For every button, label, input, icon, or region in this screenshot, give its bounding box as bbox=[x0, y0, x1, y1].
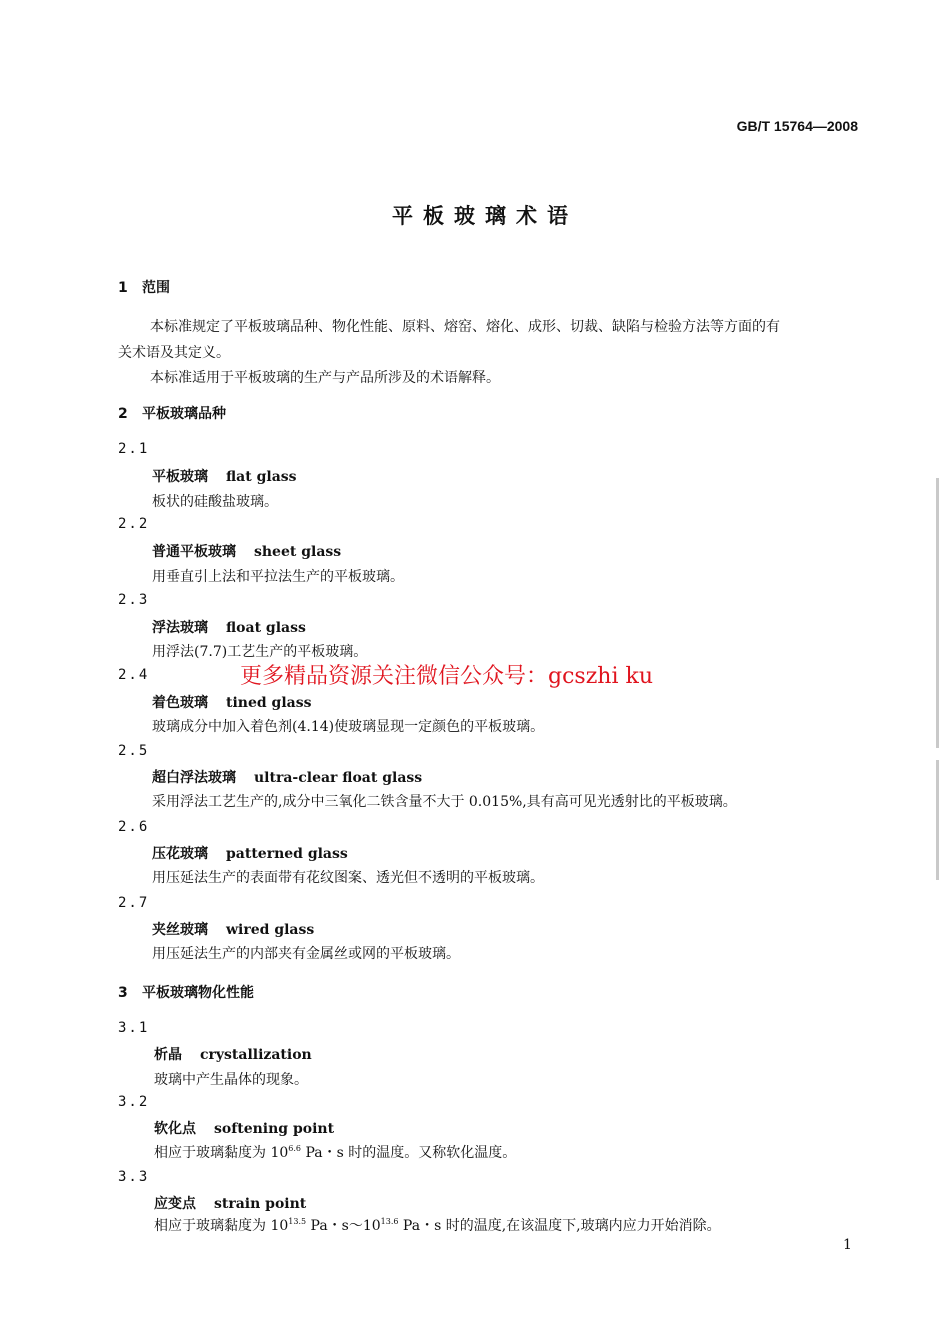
scrollbar-track-mark bbox=[936, 760, 939, 880]
term-chinese: 析晶 bbox=[154, 1047, 182, 1063]
definition-text: 相应于玻璃黏度为 10 bbox=[154, 1218, 289, 1234]
term-definition: 用压延法生产的表面带有花纹图案、透光但不透明的平板玻璃。 bbox=[152, 870, 544, 886]
term-english: strain point bbox=[214, 1196, 307, 1212]
standard-code: GB/T 15764—2008 bbox=[736, 118, 858, 134]
term-chinese: 软化点 bbox=[154, 1121, 196, 1137]
term-definition bbox=[154, 1142, 516, 1162]
term-english: crystallization bbox=[200, 1047, 312, 1063]
term-heading bbox=[152, 692, 311, 712]
term-definition: 用压延法生产的内部夹有金属丝或网的平板玻璃。 bbox=[152, 946, 460, 962]
section-3-heading bbox=[118, 982, 254, 1002]
section-title: 平板玻璃物化性能 bbox=[142, 985, 254, 1001]
term-english: ultra-clear float glass bbox=[254, 770, 423, 786]
entry-number: 3.2 bbox=[118, 1094, 150, 1110]
term-definition: 用垂直引上法和平拉法生产的平板玻璃。 bbox=[152, 569, 404, 585]
scope-paragraph-2: 本标准适用于平板玻璃的生产与产品所涉及的术语解释。 bbox=[150, 370, 500, 386]
term-definition bbox=[154, 1215, 721, 1235]
section-number: 2 bbox=[118, 406, 128, 422]
section-2-heading bbox=[118, 403, 226, 423]
term-definition: 板状的硅酸盐玻璃。 bbox=[152, 494, 278, 510]
term-english: float glass bbox=[226, 620, 306, 636]
term-definition: 采用浮法工艺生产的,成分中三氧化二铁含量不大于 0.015%,具有高可见光透射比的平板玻璃。 bbox=[152, 794, 737, 810]
term-english: softening point bbox=[214, 1121, 335, 1137]
term-english: wired glass bbox=[226, 922, 315, 938]
exponent: 13.5 bbox=[288, 1217, 307, 1226]
term-english: sheet glass bbox=[254, 544, 342, 560]
term-chinese: 浮法玻璃 bbox=[152, 620, 208, 636]
term-heading bbox=[152, 617, 306, 637]
term-english: patterned glass bbox=[226, 846, 348, 862]
scope-paragraph-1-cont: 关术语及其定义。 bbox=[118, 345, 230, 361]
page-number: 1 bbox=[843, 1237, 852, 1253]
definition-text: Pa・s～10 bbox=[306, 1218, 381, 1234]
section-number: 1 bbox=[118, 280, 128, 296]
section-number: 3 bbox=[118, 985, 128, 1001]
definition-text: Pa・s 时的温度,在该温度下,玻璃内应力开始消除。 bbox=[398, 1218, 721, 1234]
term-definition: 玻璃成分中加入着色剂(4.14)使玻璃显现一定颜色的平板玻璃。 bbox=[152, 719, 545, 735]
term-heading bbox=[152, 767, 422, 787]
term-heading bbox=[152, 541, 341, 561]
definition-text: Pa・s 时的温度。又称软化温度。 bbox=[301, 1145, 517, 1161]
scrollbar-thumb[interactable] bbox=[936, 478, 939, 748]
entry-number: 2.4 bbox=[118, 667, 150, 683]
term-chinese: 着色玻璃 bbox=[152, 695, 208, 711]
scope-paragraph-1: 本标准规定了平板玻璃品种、物化性能、原料、熔窑、熔化、成形、切裁、缺陷与检验方法等方面的有 bbox=[150, 319, 780, 335]
definition-text: 相应于玻璃黏度为 10 bbox=[154, 1145, 289, 1161]
term-heading bbox=[154, 1044, 312, 1064]
term-heading bbox=[154, 1118, 334, 1138]
entry-number: 2.6 bbox=[118, 819, 150, 835]
watermark-text: 更多精品资源关注微信公众号：gcszhi ku bbox=[240, 664, 653, 689]
exponent: 6.6 bbox=[288, 1144, 301, 1153]
entry-number: 2.1 bbox=[118, 441, 150, 457]
term-english: tined glass bbox=[226, 695, 312, 711]
term-definition: 用浮法(7.7)工艺生产的平板玻璃。 bbox=[152, 644, 368, 660]
exponent: 13.6 bbox=[380, 1217, 399, 1226]
section-title: 范围 bbox=[142, 280, 170, 296]
term-chinese: 普通平板玻璃 bbox=[152, 544, 236, 560]
entry-number: 2.3 bbox=[118, 592, 150, 608]
term-heading bbox=[152, 843, 348, 863]
term-chinese: 应变点 bbox=[154, 1196, 196, 1212]
term-heading bbox=[154, 1193, 306, 1213]
term-heading bbox=[152, 919, 314, 939]
entry-number: 2.7 bbox=[118, 895, 150, 911]
term-definition: 玻璃中产生晶体的现象。 bbox=[154, 1072, 308, 1088]
term-chinese: 超白浮法玻璃 bbox=[152, 770, 236, 786]
document-title: 平板玻璃术语 bbox=[392, 204, 578, 228]
term-heading bbox=[152, 466, 297, 486]
term-chinese: 夹丝玻璃 bbox=[152, 922, 208, 938]
section-title: 平板玻璃品种 bbox=[142, 406, 226, 422]
entry-number: 2.5 bbox=[118, 743, 150, 759]
entry-number: 2.2 bbox=[118, 516, 150, 532]
entry-number: 3.3 bbox=[118, 1169, 150, 1185]
term-english: flat glass bbox=[226, 469, 297, 485]
term-chinese: 压花玻璃 bbox=[152, 846, 208, 862]
entry-number: 3.1 bbox=[118, 1020, 150, 1036]
section-1-heading bbox=[118, 277, 170, 297]
term-chinese: 平板玻璃 bbox=[152, 469, 208, 485]
